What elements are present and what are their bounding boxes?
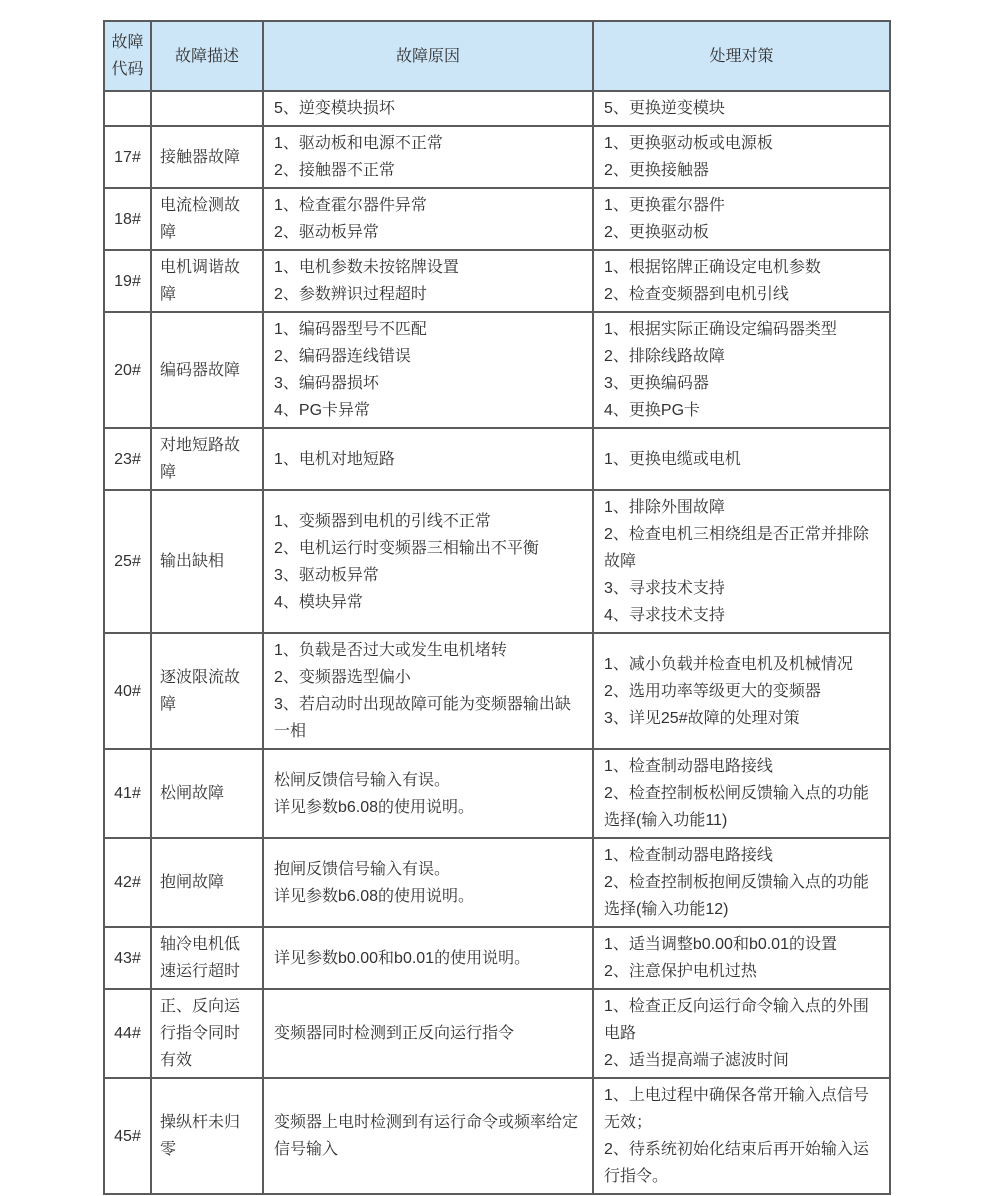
cause-line: 1、编码器型号不匹配	[274, 321, 427, 338]
cause-line: 2、接触器不正常	[274, 162, 395, 179]
fault-code-cell: 42#	[104, 838, 151, 927]
cause-line: 1、负载是否过大或发生电机堵转	[274, 642, 507, 659]
fault-description-cell: 接触器故障	[151, 126, 263, 188]
measure-line: 1、根据实际正确设定编码器类型	[604, 321, 837, 338]
table-row	[104, 126, 890, 188]
cause-line: 详见参数b6.08的使用说明。	[274, 798, 475, 816]
cause-line: 1、检查霍尔器件异常	[274, 197, 427, 214]
fault-cause-cell	[263, 250, 593, 312]
handling-measure-cell	[593, 633, 890, 749]
fault-description-cell: 正、反向运行指令同时有效	[151, 989, 263, 1078]
cause-line: 3、驱动板异常	[274, 566, 379, 584]
cause-line: 5、逆变模块损坏	[274, 100, 395, 117]
measure-line: 1、更换电缆或电机	[604, 450, 741, 468]
measure-line: 1、上电过程中确保各常开输入点信号无效；	[604, 1087, 869, 1131]
fault-cause-cell	[263, 490, 593, 633]
fault-description-cell: 抱闸故障	[151, 838, 263, 927]
measure-line: 1、更换驱动板或电源板	[604, 135, 773, 152]
measure-line: 2、检查控制板松闸反馈输入点的功能选择(输入功能11)	[604, 785, 869, 829]
handling-measure-cell	[593, 927, 890, 989]
header-handling-measure: 处理对策	[593, 21, 890, 91]
fault-code-cell: 40#	[104, 633, 151, 749]
cause-line: 变频器同时检测到正反向运行指令	[274, 1025, 515, 1042]
fault-code-cell: 43#	[104, 927, 151, 989]
table-row	[104, 838, 890, 927]
cause-line: 4、PG卡异常	[274, 402, 371, 419]
fault-cause-cell	[263, 989, 593, 1078]
table-row	[104, 188, 890, 250]
measure-line: 2、更换接触器	[604, 162, 709, 179]
cause-line: 1、电机参数未按铭牌设置	[274, 259, 459, 276]
measure-line: 3、更换编码器	[604, 375, 709, 392]
cause-line: 详见参数b6.08的使用说明。	[274, 887, 475, 905]
handling-measure-cell	[593, 428, 890, 490]
fault-description-cell: 对地短路故障	[151, 428, 263, 490]
table-row	[104, 989, 890, 1078]
table-row	[104, 633, 890, 749]
fault-description-cell: 操纵杆未归零	[151, 1078, 263, 1194]
measure-line: 1、适当调整b0.00和b0.01的设置	[604, 936, 837, 953]
handling-measure-cell	[593, 250, 890, 312]
fault-code-cell: 23#	[104, 428, 151, 490]
measure-line: 1、更换霍尔器件	[604, 197, 725, 214]
cause-line: 1、驱动板和电源不正常	[274, 135, 443, 152]
fault-description-cell: 输出缺相	[151, 490, 263, 633]
measure-line: 3、详见25#故障的处理对策	[604, 709, 800, 727]
measure-line: 2、选用功率等级更大的变频器	[604, 682, 821, 700]
header-fault-code: 故障代码	[104, 21, 151, 91]
table-row	[104, 312, 890, 428]
fault-code-cell: 18#	[104, 188, 151, 250]
measure-line: 3、寻求技术支持	[604, 580, 725, 597]
fault-description-cell: 松闸故障	[151, 749, 263, 838]
table-row	[104, 927, 890, 989]
measure-line: 4、更换PG卡	[604, 402, 701, 419]
fault-code-cell: 20#	[104, 312, 151, 428]
measure-line: 2、排除线路故障	[604, 348, 725, 365]
fault-description-cell: 轴冷电机低速运行超时	[151, 927, 263, 989]
handling-measure-cell	[593, 749, 890, 838]
cause-line: 2、编码器连线错误	[274, 348, 411, 365]
table-row	[104, 250, 890, 312]
measure-line: 1、根据铭牌正确设定电机参数	[604, 259, 821, 276]
fault-code-table	[103, 20, 891, 1195]
handling-measure-cell	[593, 126, 890, 188]
cause-line: 2、变频器选型偏小	[274, 669, 411, 686]
cause-line: 2、电机运行时变频器三相输出不平衡	[274, 539, 539, 557]
fault-cause-cell	[263, 312, 593, 428]
fault-cause-cell	[263, 126, 593, 188]
handling-measure-cell	[593, 989, 890, 1078]
fault-code-cell: 41#	[104, 749, 151, 838]
fault-code-cell: 45#	[104, 1078, 151, 1194]
cause-line: 2、参数辨识过程超时	[274, 286, 427, 303]
measure-line: 2、待系统初始化结束后再开始输入运行指令。	[604, 1141, 869, 1185]
fault-cause-cell	[263, 838, 593, 927]
measure-line: 2、检查控制板抱闸反馈输入点的功能选择(输入功能12)	[604, 874, 869, 918]
measure-line: 2、检查电机三相绕组是否正常并排除故障	[604, 526, 869, 570]
fault-description-cell: 编码器故障	[151, 312, 263, 428]
cause-line: 1、变频器到电机的引线不正常	[274, 512, 491, 530]
fault-cause-cell	[263, 428, 593, 490]
header-fault-description: 故障描述	[151, 21, 263, 91]
cause-line: 2、驱动板异常	[274, 224, 379, 241]
measure-line: 2、更换驱动板	[604, 224, 709, 241]
handling-measure-cell	[593, 838, 890, 927]
fault-code-cell	[104, 91, 151, 126]
header-row	[104, 21, 890, 91]
fault-description-cell: 逐波限流故障	[151, 633, 263, 749]
table-row	[104, 749, 890, 838]
fault-code-cell: 25#	[104, 490, 151, 633]
handling-measure-cell	[593, 188, 890, 250]
table-row	[104, 490, 890, 633]
measure-line: 1、减小负载并检查电机及机械情况	[604, 655, 853, 673]
cause-line: 详见参数b0.00和b0.01的使用说明。	[274, 949, 531, 967]
table-row	[104, 91, 890, 126]
fault-description-cell	[151, 91, 263, 126]
measure-line: 1、检查制动器电路接线	[604, 847, 773, 864]
measure-line: 2、适当提高端子滤波时间	[604, 1052, 789, 1069]
fault-cause-cell	[263, 927, 593, 989]
cause-line: 变频器上电时检测到有运行命令或频率给定信号输入	[274, 1114, 579, 1158]
fault-cause-cell	[263, 188, 593, 250]
header-fault-cause: 故障原因	[263, 21, 593, 91]
handling-measure-cell	[593, 312, 890, 428]
measure-line: 1、排除外围故障	[604, 499, 725, 516]
measure-line: 1、检查正反向运行命令输入点的外围电路	[604, 998, 869, 1042]
cause-line: 松闸反馈信号输入有误。	[274, 771, 451, 789]
fault-code-cell: 19#	[104, 250, 151, 312]
fault-cause-cell	[263, 633, 593, 749]
cause-line: 1、电机对地短路	[274, 450, 395, 468]
measure-line: 1、检查制动器电路接线	[604, 758, 773, 775]
fault-code-cell: 17#	[104, 126, 151, 188]
fault-cause-cell	[263, 1078, 593, 1194]
fault-description-cell: 电机调谐故障	[151, 250, 263, 312]
fault-cause-cell	[263, 749, 593, 838]
table-row	[104, 1078, 890, 1194]
cause-line: 3、编码器损坏	[274, 375, 379, 392]
measure-line: 4、寻求技术支持	[604, 607, 725, 624]
table-body	[104, 91, 890, 1194]
measure-line: 2、检查变频器到电机引线	[604, 286, 789, 303]
handling-measure-cell	[593, 91, 890, 126]
fault-description-cell: 电流检测故障	[151, 188, 263, 250]
fault-cause-cell	[263, 91, 593, 126]
table-header	[104, 21, 890, 91]
measure-line: 2、注意保护电机过热	[604, 963, 757, 980]
cause-line: 4、模块异常	[274, 593, 363, 611]
handling-measure-cell	[593, 490, 890, 633]
measure-line: 5、更换逆变模块	[604, 100, 725, 117]
cause-line: 抱闸反馈信号输入有误。	[274, 860, 451, 878]
table-row	[104, 428, 890, 490]
fault-code-cell: 44#	[104, 989, 151, 1078]
handling-measure-cell	[593, 1078, 890, 1194]
cause-line: 3、若启动时出现故障可能为变频器输出缺一相	[274, 696, 571, 740]
